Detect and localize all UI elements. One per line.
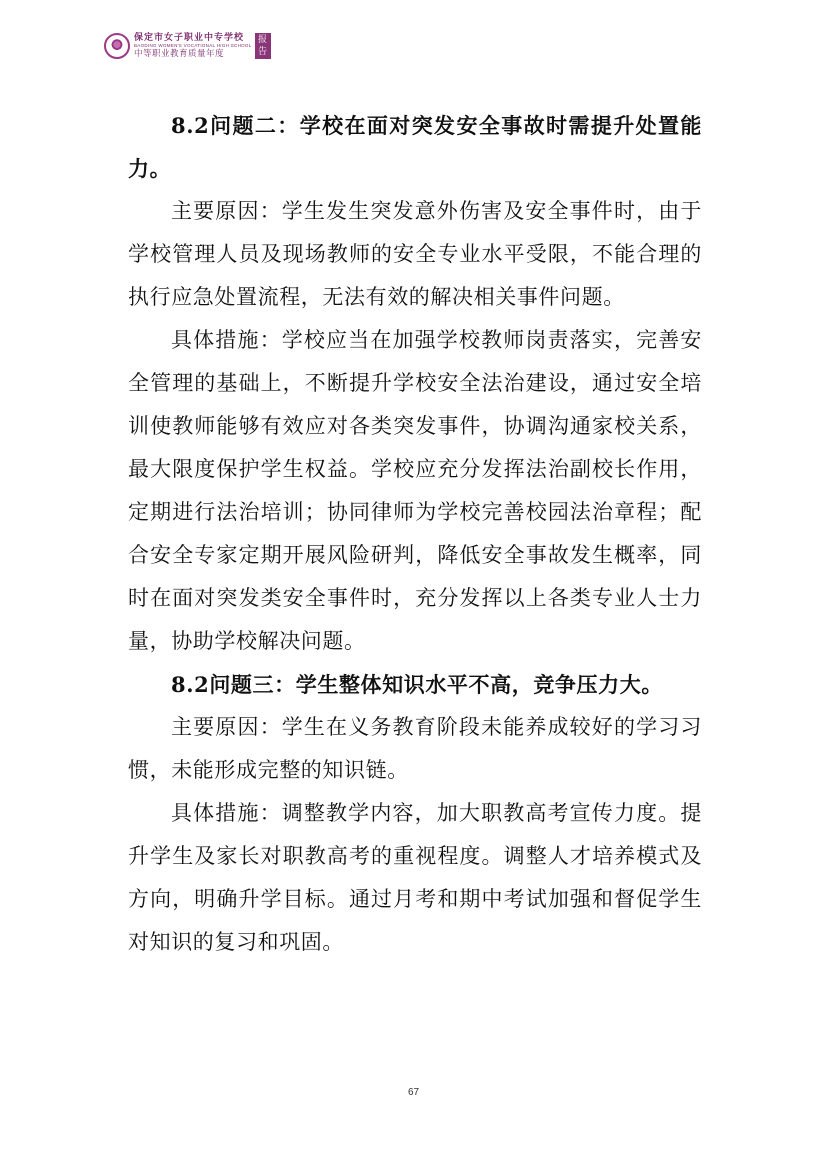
paragraph-line: 定期进行法治培训；协同律师为学校完善校园法治章程；配 — [128, 500, 702, 524]
heading-problem-two-cont: 力。 — [128, 156, 172, 181]
paragraph-line: 主要原因：学生在义务教育阶段未能养成较好的学习习 — [171, 715, 702, 739]
report-title: 中等职业教育质量年度 — [134, 49, 225, 59]
paragraph-line: 时在面对突发类安全事件时，充分发挥以上各类专业人士力 — [128, 586, 702, 610]
report-badge-line1: 报 — [258, 35, 268, 45]
heading-problem-three: 8.2问题三：学生整体知识水平不高，竞争压力大。 — [171, 672, 663, 697]
paragraph-line: 具体措施：调整教学内容，加大职教高考宣传力度。提 — [171, 801, 702, 825]
paragraph-line: 训使教师能够有效应对各类突发事件，协调沟通家校关系， — [128, 414, 702, 438]
paragraph-line: 方向，明确升学目标。通过月考和期中考试加强和督促学生 — [128, 887, 702, 911]
document-body — [128, 104, 702, 964]
paragraph-line: 执行应急处置流程，无法有效的解决相关事件问题。 — [128, 285, 625, 309]
page-header — [104, 30, 271, 62]
paragraph-line: 主要原因：学生发生突发意外伤害及安全事件时，由于 — [171, 199, 702, 223]
page-number: 67 — [407, 1087, 420, 1098]
paragraph-line: 全管理的基础上，不断提升学校安全法治建设，通过安全培 — [128, 371, 702, 395]
paragraph-line: 最大限度保护学生权益。学校应充分发挥法治副校长作用， — [128, 457, 702, 481]
paragraph-line: 学校管理人员及现场教师的安全专业水平受限，不能合理的 — [128, 242, 702, 266]
school-logo-icon — [104, 33, 130, 59]
school-title-block — [134, 34, 252, 59]
paragraph-line: 量，协助学校解决问题。 — [128, 629, 366, 653]
paragraph-line: 合安全专家定期开展风险研判，降低安全事故发生概率，同 — [128, 543, 702, 567]
paragraph-line: 具体措施：学校应当在加强学校教师岗责落实，完善安 — [171, 328, 702, 352]
paragraph-line: 惯，未能形成完整的知识链。 — [128, 758, 409, 782]
report-badge-line2: 告 — [258, 47, 268, 57]
paragraph-line: 升学生及家长对职教高考的重视程度。调整人才培养模式及 — [128, 844, 702, 868]
paragraph-line: 对知识的复习和巩固。 — [128, 930, 344, 954]
school-name: 保定市女子职业中专学校 — [134, 32, 245, 43]
heading-problem-two: 8.2问题二：学校在面对突发安全事故时需提升处置能 — [171, 113, 702, 138]
report-badge — [255, 33, 271, 59]
school-name-en: BAODING WOMEN'S VOCATIONAL HIGH SCHOOL — [134, 42, 252, 48]
